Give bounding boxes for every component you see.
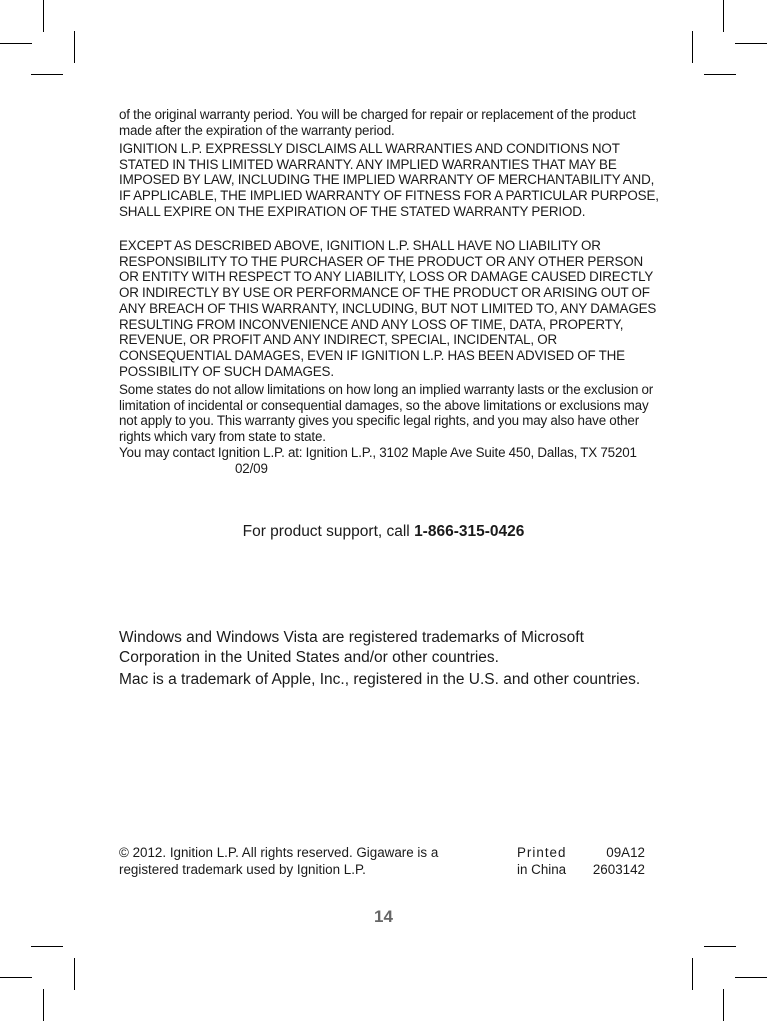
contact-address: You may contact Ignition L.P. at: Ignition L.P., 3102 Maple Ave Suite 450, Dallas, TX 75201 — [119, 444, 637, 460]
crop-mark — [735, 43, 767, 44]
crop-mark — [723, 989, 724, 1021]
support-text: For product support, call — [242, 523, 415, 540]
disclaimer-paragraph: IGNITION L.P. EXPRESSLY DISCLAIMS ALL WARRANTIES AND CONDITIONS NOT STATED IN THIS LIMITED WARRANTY. ANY IMPLIED WARRANTIES THAT MAY BE IMPOSED BY LAW, INCLUDING THE IMPLIED WARRANTY OF MERCHANTABILITY AND, IF APPLICABLE, THE IMPLIED WARRANTY OF FITNESS FOR A PARTICULAR PURPOSE, SHALL EXPIRE ON THE EXPIRATION OF THE STATED WARRANTY PERIOD. — [119, 141, 659, 219]
crop-mark — [74, 31, 75, 63]
windows-trademark-notice: Windows and Windows Vista are registered trademarks of Microsoft Corporation in the United States and/or other countries. — [119, 629, 584, 666]
revision-date: 02/09 — [235, 460, 268, 476]
liability-paragraph: EXCEPT AS DESCRIBED ABOVE, IGNITION L.P. SHALL HAVE NO LIABILITY OR RESPONSIBILITY TO THE PURCHASER OF THE PRODUCT OR ANY OTHER PERSON OR ENTITY WITH RESPECT TO ANY LIABILITY, LOSS OR DAMAGE CAUSED DIRECTLY OR INDIRECTLY BY USE OR PERFORMANCE OF THE PRODUCT OR ARISING OUT OF ANY BREACH OF THIS WARRANTY, INCLUDING, BUT NOT LIMITED TO, ANY DAMAGES RESULTING FROM INCONVENIENCE AND ANY LOSS OF TIME, DATA, PROPERTY, REVENUE, OR PROFIT AND ANY INDIRECT, SPECIAL, INCIDENTAL, OR CONSEQUENTIAL DAMAGES, EVEN IF IGNITION L.P. HAS BEEN ADVISED OF THE POSSIBILITY OF SUCH DAMAGES. — [119, 238, 657, 379]
printed-in-label — [517, 844, 566, 878]
crop-mark — [31, 74, 63, 75]
contact-line — [119, 445, 659, 476]
crop-mark — [0, 43, 32, 44]
copyright-notice: © 2012. Ignition L.P. All rights reserved. Gigaware is a registered trademark used by Ignition L.P. — [119, 845, 439, 877]
product-codes — [593, 844, 645, 878]
crop-mark — [692, 958, 693, 990]
page-number: 14 — [374, 907, 393, 926]
crop-mark — [704, 946, 736, 947]
printed-label: Printed — [517, 845, 567, 860]
product-code-1: 09A12 — [606, 845, 645, 860]
crop-mark — [74, 958, 75, 990]
crop-mark — [31, 946, 63, 947]
support-phone: 1-866-315-0426 — [414, 523, 525, 540]
crop-mark — [43, 989, 44, 1021]
product-code-2: 2603142 — [592, 862, 645, 877]
crop-mark — [704, 74, 736, 75]
mac-trademark-notice: Mac is a trademark of Apple, Inc., registered in the U.S. and other countries. — [119, 671, 641, 688]
state-rights-block — [119, 382, 659, 476]
crop-mark — [692, 31, 693, 63]
printed-location: in China — [517, 862, 567, 877]
crop-mark — [723, 0, 724, 32]
product-support-line — [0, 523, 767, 541]
crop-mark — [735, 977, 767, 978]
warranty-period-paragraph: of the original warranty period. You will be charged for repair or replacement of the product made after the expiration of the warranty period. — [119, 107, 636, 138]
state-rights-paragraph: Some states do not allow limitations on how long an implied warranty lasts or the exclusion or limitation of incidental or consequential damages, so the above limitations or exclusions may not apply to you. This warranty gives you specific legal rights, and you may also have other rights which vary from state to state. — [119, 382, 654, 445]
crop-mark — [43, 0, 44, 32]
crop-mark — [0, 977, 32, 978]
